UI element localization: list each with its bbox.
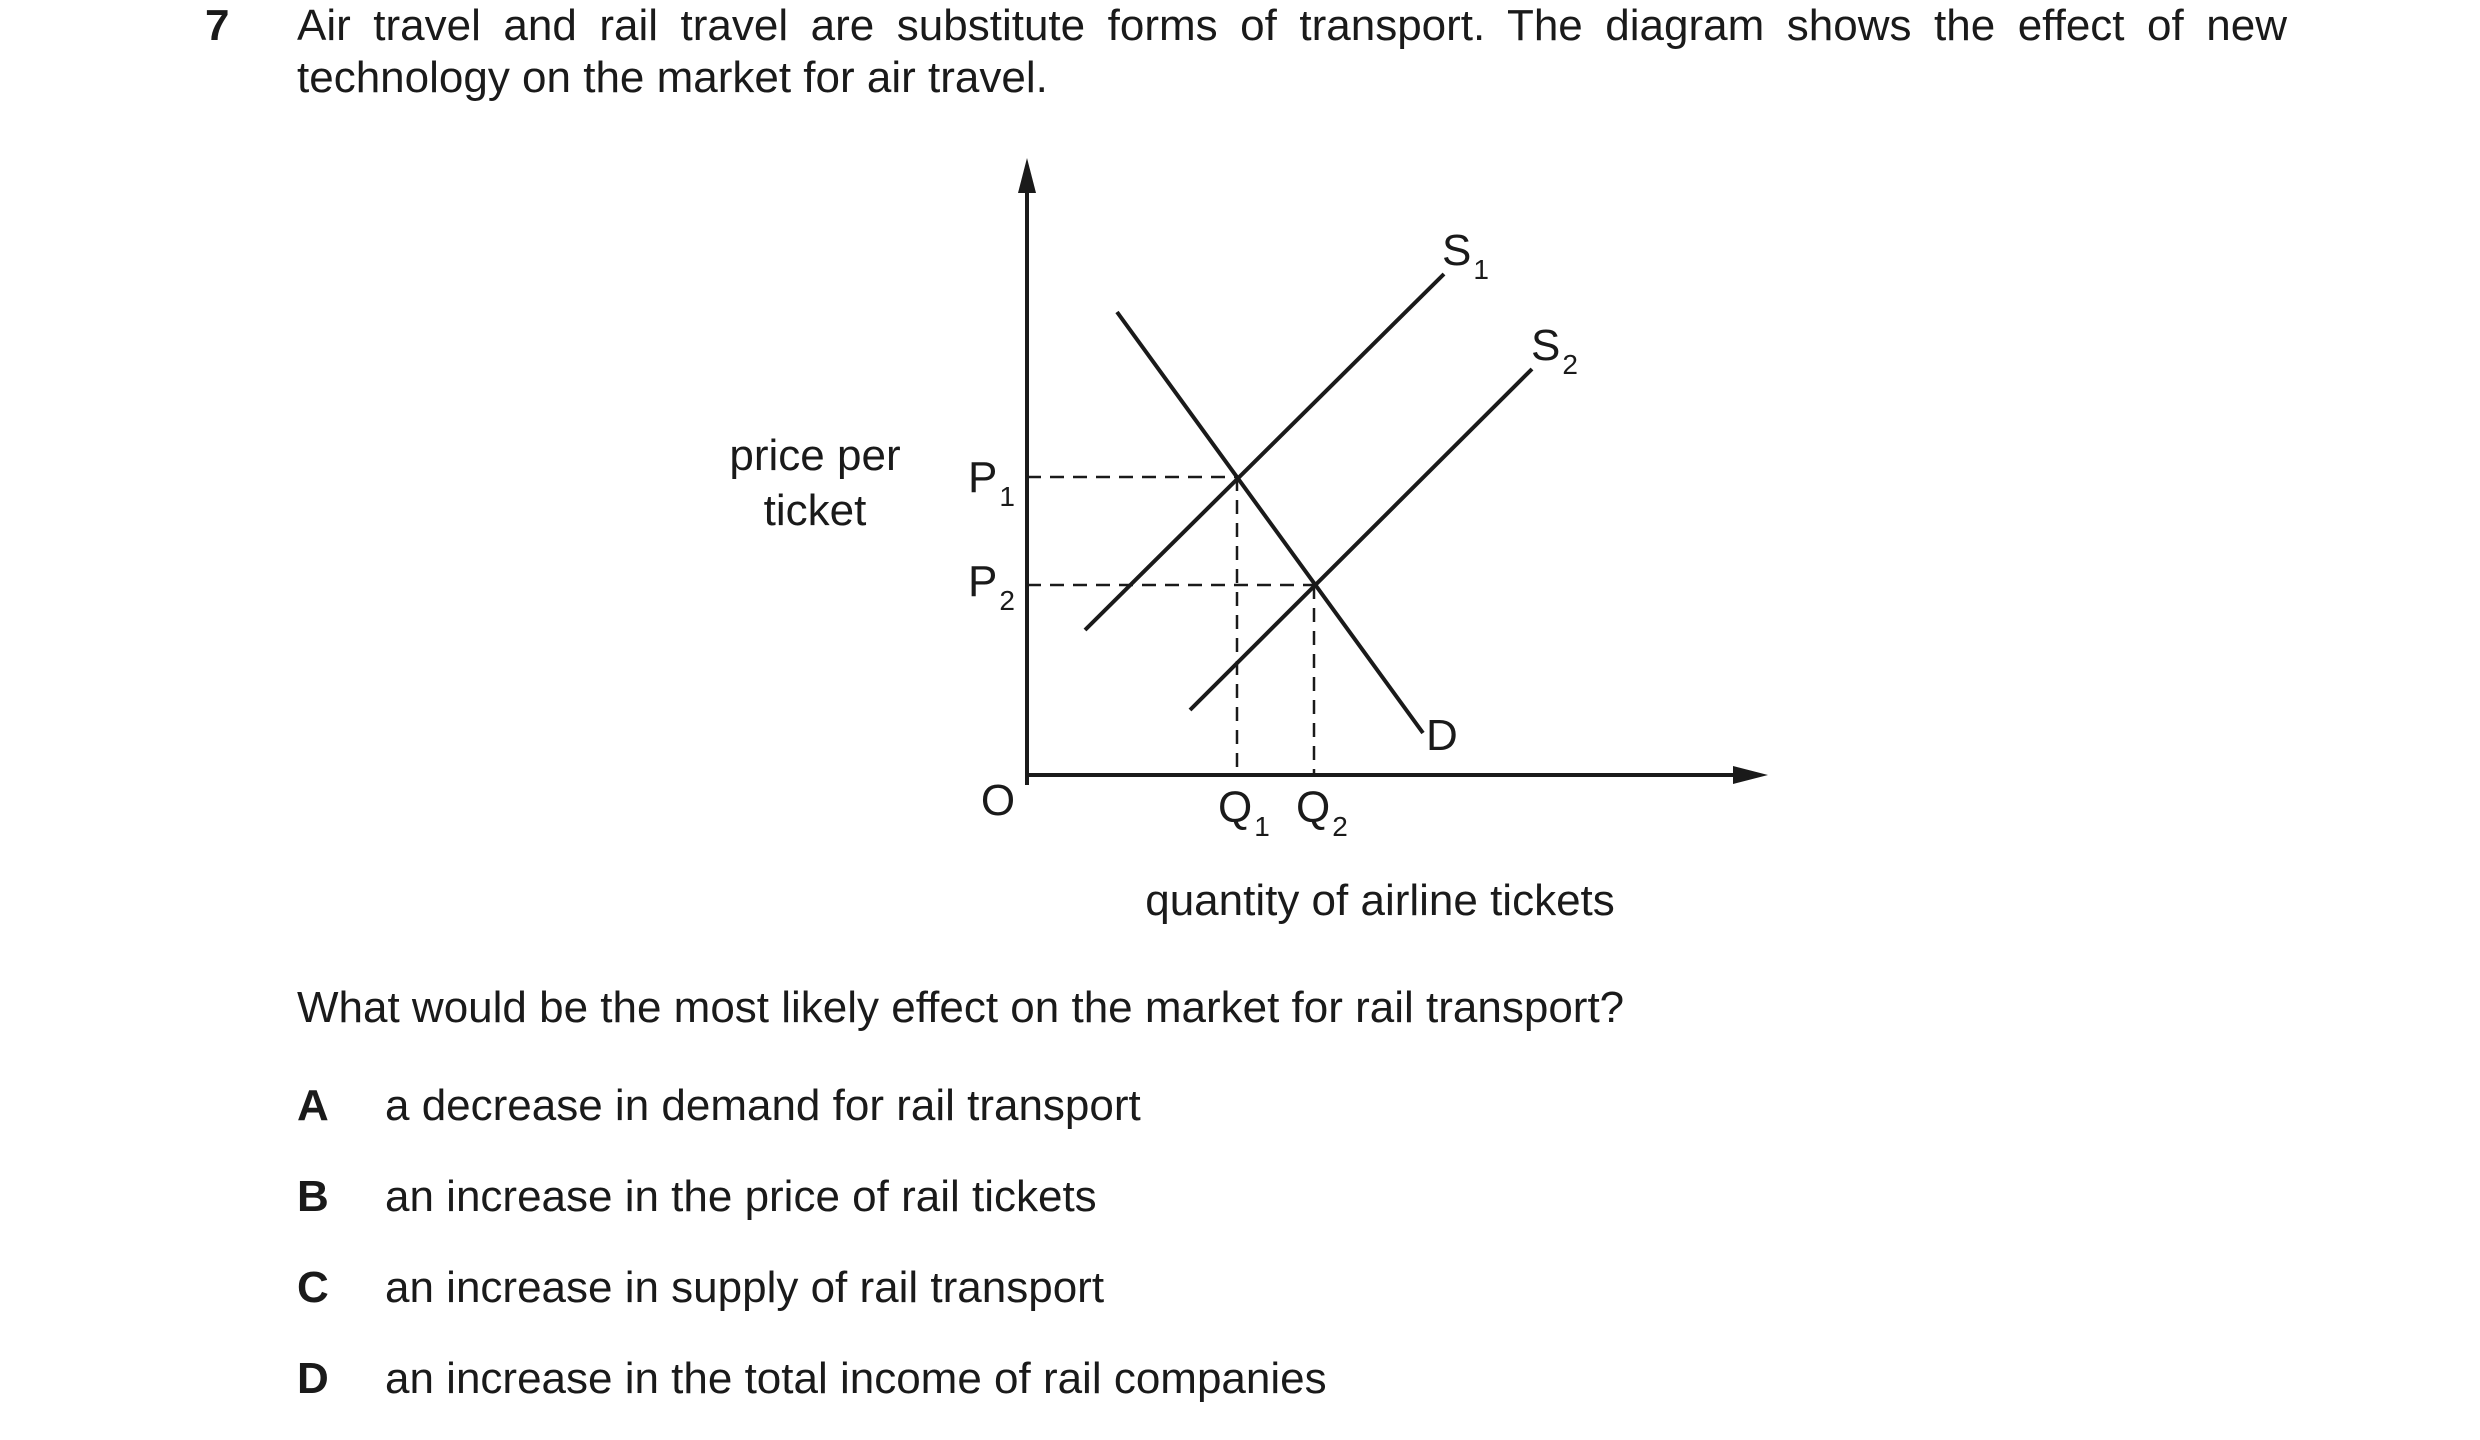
p1-label: $P_1$: [968, 453, 1015, 512]
supply-curve-s2: [1190, 369, 1532, 710]
option-letter: B: [297, 1172, 329, 1221]
question-number: 7: [205, 1, 230, 50]
d-label: D: [1426, 711, 1458, 760]
q1-label: $Q_1$: [1218, 783, 1270, 842]
p2-label: $P_2$: [968, 557, 1015, 616]
question-prompt: What would be the most likely effect on the market for rail transport?: [297, 983, 1625, 1032]
option-text: a decrease in demand for rail transport: [385, 1081, 1141, 1130]
option-text: an increase in supply of rail transport: [385, 1263, 1105, 1312]
s2-label: $S_2$: [1531, 321, 1578, 380]
y-axis-arrowhead: [1018, 158, 1036, 193]
option-text: an increase in the price of rail tickets: [385, 1172, 1097, 1221]
x-axis-label: quantity of airline tickets: [1145, 876, 1615, 925]
option-text: an increase in the total income of rail companies: [385, 1354, 1327, 1403]
option-letter: C: [297, 1263, 329, 1312]
origin-label: O: [980, 776, 1016, 825]
y-axis-label-line-1: price per: [729, 431, 901, 480]
y-axis-label-line-2: ticket: [763, 486, 867, 535]
supply-curve-s1: [1085, 274, 1444, 630]
option-letter: A: [297, 1081, 329, 1130]
q2-label: $Q_2$: [1296, 783, 1348, 842]
option-letter: D: [297, 1354, 329, 1403]
s1-label: $S_1$: [1442, 226, 1489, 285]
question-stem: Air travel and rail travel are substitute forms of transport. The diagram shows the effect of new technology on the market for air travel.: [297, 1, 2287, 102]
x-axis-arrowhead: [1733, 766, 1768, 784]
